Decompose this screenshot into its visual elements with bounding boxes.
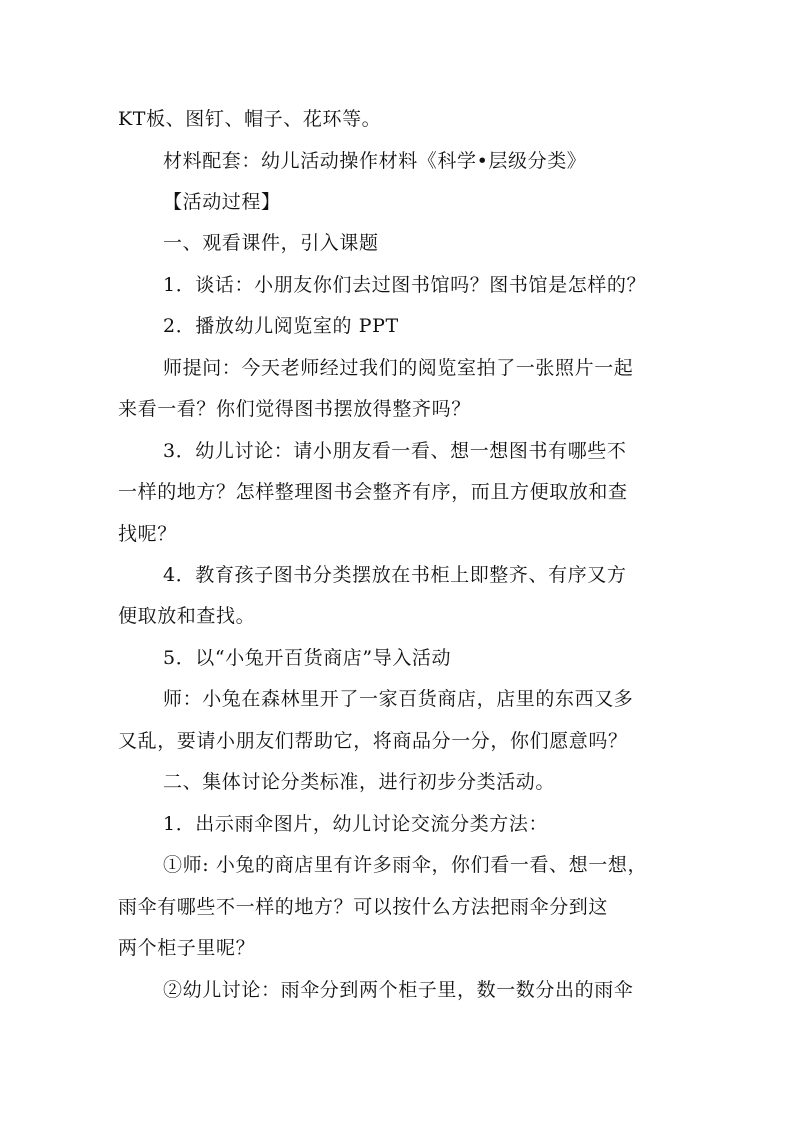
- child-discussion-line: ②幼儿讨论：雨伞分到两个柜子里，数一数分出的雨伞: [163, 979, 634, 1001]
- umbrella-teacher-line-1: ①师: 小兔的商店里有许多雨伞，你们看一看、想一想，: [163, 854, 648, 876]
- step-5-line: 5．以“小兔开百货商店”导入活动: [163, 647, 452, 669]
- section-heading-activity-process: 【活动过程】: [163, 191, 281, 213]
- materials-kit-line: 材料配套：幼儿活动操作材料《科学•层级分类》: [163, 150, 587, 172]
- part-two-heading: 二、集体讨论分类标准，进行初步分类活动。: [163, 771, 556, 793]
- step-2-line: 2．播放幼儿阅览室的 PPT: [163, 315, 399, 337]
- materials-continued-line: KT板、图钉、帽子、花环等。: [118, 108, 382, 130]
- umbrella-teacher-line-2: 雨伞有哪些不一样的地方？可以按什么方法把雨伞分到这: [118, 896, 609, 918]
- step-3-line-1: 3．幼儿讨论：请小朋友看一看、想一想图书有哪些不: [163, 440, 627, 462]
- step-3-line-3: 找呢？: [118, 523, 177, 545]
- umbrella-step-1-line: 1．出示雨伞图片，幼儿讨论交流分类方法：: [163, 813, 549, 835]
- part-one-heading: 一、观看课件，引入课题: [163, 232, 379, 254]
- teacher-rabbit-line-1: 师：小兔在森林里开了一家百货商店，店里的东西又多: [163, 688, 634, 710]
- teacher-question-line-2: 来看一看？你们觉得图书摆放得整齐吗？: [118, 398, 471, 420]
- teacher-rabbit-line-2: 又乱，要请小朋友们帮助它，将商品分一分，你们愿意吗？: [118, 730, 628, 752]
- step-1-line: 1．谈话：小朋友你们去过图书馆吗？图书馆是怎样的？: [163, 274, 647, 296]
- umbrella-teacher-line-3: 两个柜子里呢？: [118, 937, 256, 959]
- step-3-line-2: 一样的地方？怎样整理图书会整齐有序，而且方便取放和查: [118, 481, 628, 503]
- step-4-line-2: 便取放和查找。: [118, 605, 256, 627]
- step-4-line-1: 4．教育孩子图书分类摆放在书柜上即整齐、有序又方: [163, 564, 627, 586]
- teacher-question-line-1: 师提问：今天老师经过我们的阅览室拍了一张照片一起: [163, 357, 634, 379]
